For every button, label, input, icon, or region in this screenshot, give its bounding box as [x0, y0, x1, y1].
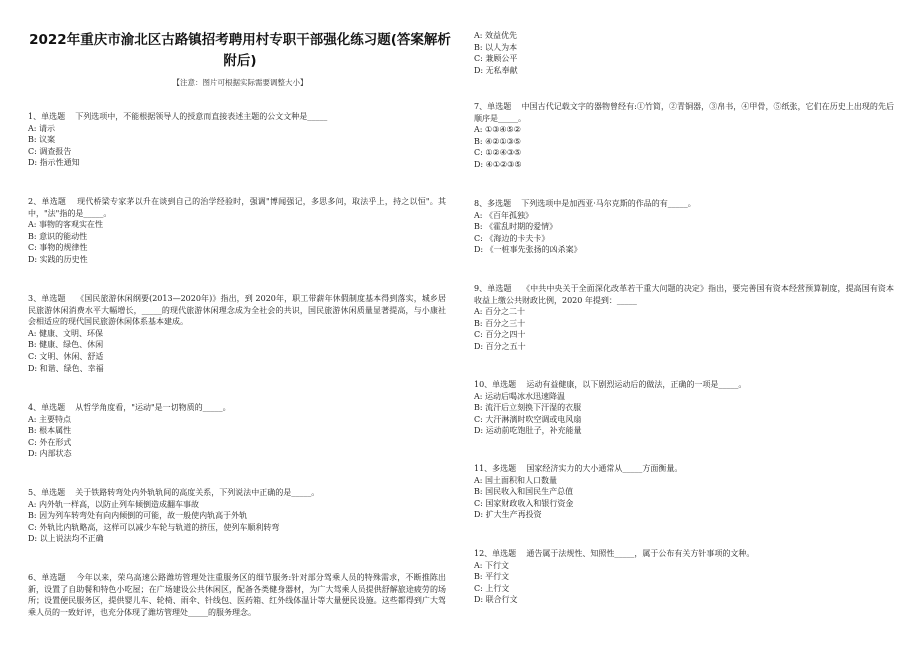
question-head: 9、单选题 [474, 284, 512, 293]
option-a[interactable]: A: 效益优先 [474, 31, 518, 40]
option-a[interactable]: A: 运动后喝冰水迅速降温 [474, 391, 566, 401]
question-9 [474, 283, 894, 353]
question-6-options [474, 30, 894, 76]
option-c[interactable]: C: ①②④③⑤ [474, 148, 522, 158]
option-b[interactable]: B: 百分之三十 [474, 318, 526, 328]
option-a[interactable]: A: 请示 [28, 123, 56, 133]
option-b[interactable]: B: 健康、绿色、休闲 [28, 340, 104, 350]
option-a[interactable]: A: 百分之二十 [474, 307, 526, 317]
question-1 [28, 111, 446, 169]
option-d[interactable]: D: 以上说法均不正确 [28, 534, 104, 544]
option-d[interactable]: D: 百分之五十 [474, 341, 526, 351]
option-d[interactable]: D: 实践的历史性 [28, 254, 88, 264]
option-d[interactable]: D: 无私奉献 [474, 65, 518, 75]
option-d[interactable]: D: 《一桩事先张扬的凶杀案》 [474, 245, 582, 255]
question-head: 11、多选题 [474, 464, 517, 473]
question-10 [474, 379, 894, 437]
question-12 [474, 548, 894, 606]
option-b[interactable]: B: 以人为本 [474, 42, 518, 52]
option-a[interactable]: A: 《百年孤独》 [474, 210, 534, 220]
question-text: 下列选项中，不能根据领导人的授意而直接表述主题的公文文种是_____ [75, 112, 328, 121]
option-b[interactable]: B: 根本属性 [28, 426, 72, 436]
option-c[interactable]: C: 大汗淋漓时吹空调或电风扇 [474, 414, 582, 424]
question-head: 4、单选题 [28, 403, 66, 412]
image-size-note: 【注意：图片可根据实际需要调整大小】 [172, 78, 308, 87]
question-head: 10、单选题 [474, 380, 517, 389]
option-a[interactable]: A: 事物的客观实在性 [28, 220, 104, 230]
question-text: 国家经济实力的大小通常从_____方面衡量。 [526, 464, 683, 473]
option-c[interactable]: C: 事物的规律性 [28, 243, 88, 253]
option-c[interactable]: C: 外在形式 [28, 437, 72, 447]
question-text: 运动有益健康，以下剧烈运动后的做法，正确的一项是_____。 [526, 380, 747, 389]
option-d[interactable]: D: 运动前吃饱肚子，补充能量 [474, 426, 582, 436]
question-3 [28, 293, 446, 374]
question-4 [28, 402, 446, 460]
option-a[interactable]: A: ①③④⑤② [474, 125, 521, 135]
option-b[interactable]: B: 国民收入和国民生产总值 [474, 487, 574, 497]
option-b[interactable]: B: 《霍乱时期的爱情》 [474, 222, 558, 232]
question-head: 8、多选题 [474, 199, 512, 208]
option-c[interactable]: C: 《海边的卡夫卡》 [474, 233, 550, 243]
option-b[interactable]: B: ④②①③⑤ [474, 136, 521, 146]
question-text: 从哲学角度看，"运动"是一切物质的_____。 [75, 403, 231, 412]
question-11 [474, 463, 894, 521]
document-title: 2022年重庆市渝北区古路镇招考聘用村专职干部强化练习题(答案解析附后) [29, 32, 451, 69]
option-c[interactable]: C: 国家财政收入和银行资金 [474, 498, 574, 508]
question-head: 12、单选题 [474, 549, 517, 558]
option-b[interactable]: B: 流汗后立刻换下汗湿的衣服 [474, 403, 582, 413]
question-8 [474, 198, 894, 256]
option-b[interactable]: B: 平行文 [474, 572, 510, 582]
option-a[interactable]: A: 内外轨一样高，以防止列车倾倒造成翻车事故 [28, 499, 200, 509]
question-head: 3、单选题 [28, 294, 66, 303]
question-head: 7、单选题 [474, 102, 512, 111]
option-c[interactable]: C: 兼顾公平 [474, 54, 518, 64]
question-head: 2、单选题 [28, 197, 67, 206]
option-b[interactable]: B: 意识的能动性 [28, 231, 88, 241]
option-b[interactable]: B: 议案 [28, 135, 56, 145]
question-head: 6、单选题 [28, 573, 66, 582]
question-text: 今年以来，荣乌高速公路潍坊管理处注重服务区的细节服务:针对部分驾乘人员的特殊需求，不断推陈出新，设置了自助餐和特色小吃屋；在广场建设公共休闲区，配备各类健身器材，为广大驾乘人员提供舒解旅途疲劳的场所；设置便民服务区，提供婴儿车、轮椅、雨伞、针线包、医药箱、红外线体温计等大量便民设施。这些都得到广大驾乘人员的一致好评，也充分体现了潍坊管理处_____的服务理念。 [28, 573, 447, 617]
option-c[interactable]: C: 文明、休闲、舒适 [28, 351, 104, 361]
question-text: 《国民旅游休闲纲要(2013—2020年)》指出，到 2020年，职工带薪年休假制度基本得到落实，城乡居民旅游休闲消费水平大幅增长，_____的现代旅游休闲理念成为全社会的共识，国民旅游休闲质量显著提高，与小康社会相适应的现代国民旅游休闲体系基本建成。 [28, 294, 446, 327]
question-text: 下列选项中是加西亚·马尔克斯的作品的有_____。 [521, 199, 696, 208]
option-a[interactable]: A: 主要特点 [28, 414, 72, 424]
option-a[interactable]: A: 健康、文明、环保 [28, 328, 104, 338]
question-text: 中国古代记载文字的器物曾经有:①竹简，②青铜器，③帛书，④甲骨，⑤纸张，它们在历史上出现的先后顺序是_____。 [474, 102, 894, 123]
option-a[interactable]: A: 下行文 [474, 560, 510, 570]
option-d[interactable]: D: 联合行文 [474, 595, 518, 605]
option-d[interactable]: D: 扩大生产再投资 [474, 510, 542, 520]
option-d[interactable]: D: 内部状态 [28, 449, 72, 459]
question-6 [28, 572, 446, 618]
question-text: 通告属于法规性、知照性_____，属于公布有关方针事项的文种。 [526, 549, 755, 558]
question-text: 现代桥梁专家茅以升在谈到自己的治学经验时，强调"博闻强记，多思多问，取法乎上，持之以恒"。其中，"法"指的是_____。 [28, 197, 447, 218]
option-a[interactable]: A: 国土面积和人口数量 [474, 475, 558, 485]
question-text: 关于铁路转弯处内外轨轨间的高度关系，下列说法中正确的是_____。 [75, 488, 320, 497]
option-d[interactable]: D: ④①②③⑤ [474, 159, 522, 169]
question-head: 5、单选题 [28, 488, 66, 497]
option-c[interactable]: C: 上行文 [474, 583, 510, 593]
option-c[interactable]: C: 外轨比内轨略高，这样可以减少车轮与轨道的挤压，使列车顺利转弯 [28, 522, 280, 532]
option-c[interactable]: C: 百分之四十 [474, 330, 526, 340]
question-text: 《中共中央关于全面深化改革若干重大问题的决定》指出，要完善国有资本经营预算制度，提高国有资本收益上缴公共财政比例，2020 年提到：_____ [474, 284, 895, 305]
option-d[interactable]: D: 指示性通知 [28, 158, 80, 168]
option-d[interactable]: D: 和谐、绿色、幸福 [28, 363, 104, 373]
option-b[interactable]: B: 因为列车转弯处有向内倾倒的可能，故一般使内轨高于外轨 [28, 511, 248, 521]
question-2 [28, 196, 446, 266]
option-c[interactable]: C: 调查报告 [28, 146, 72, 156]
question-5 [28, 487, 446, 545]
question-7 [474, 101, 894, 171]
question-head: 1、单选题 [28, 112, 66, 121]
